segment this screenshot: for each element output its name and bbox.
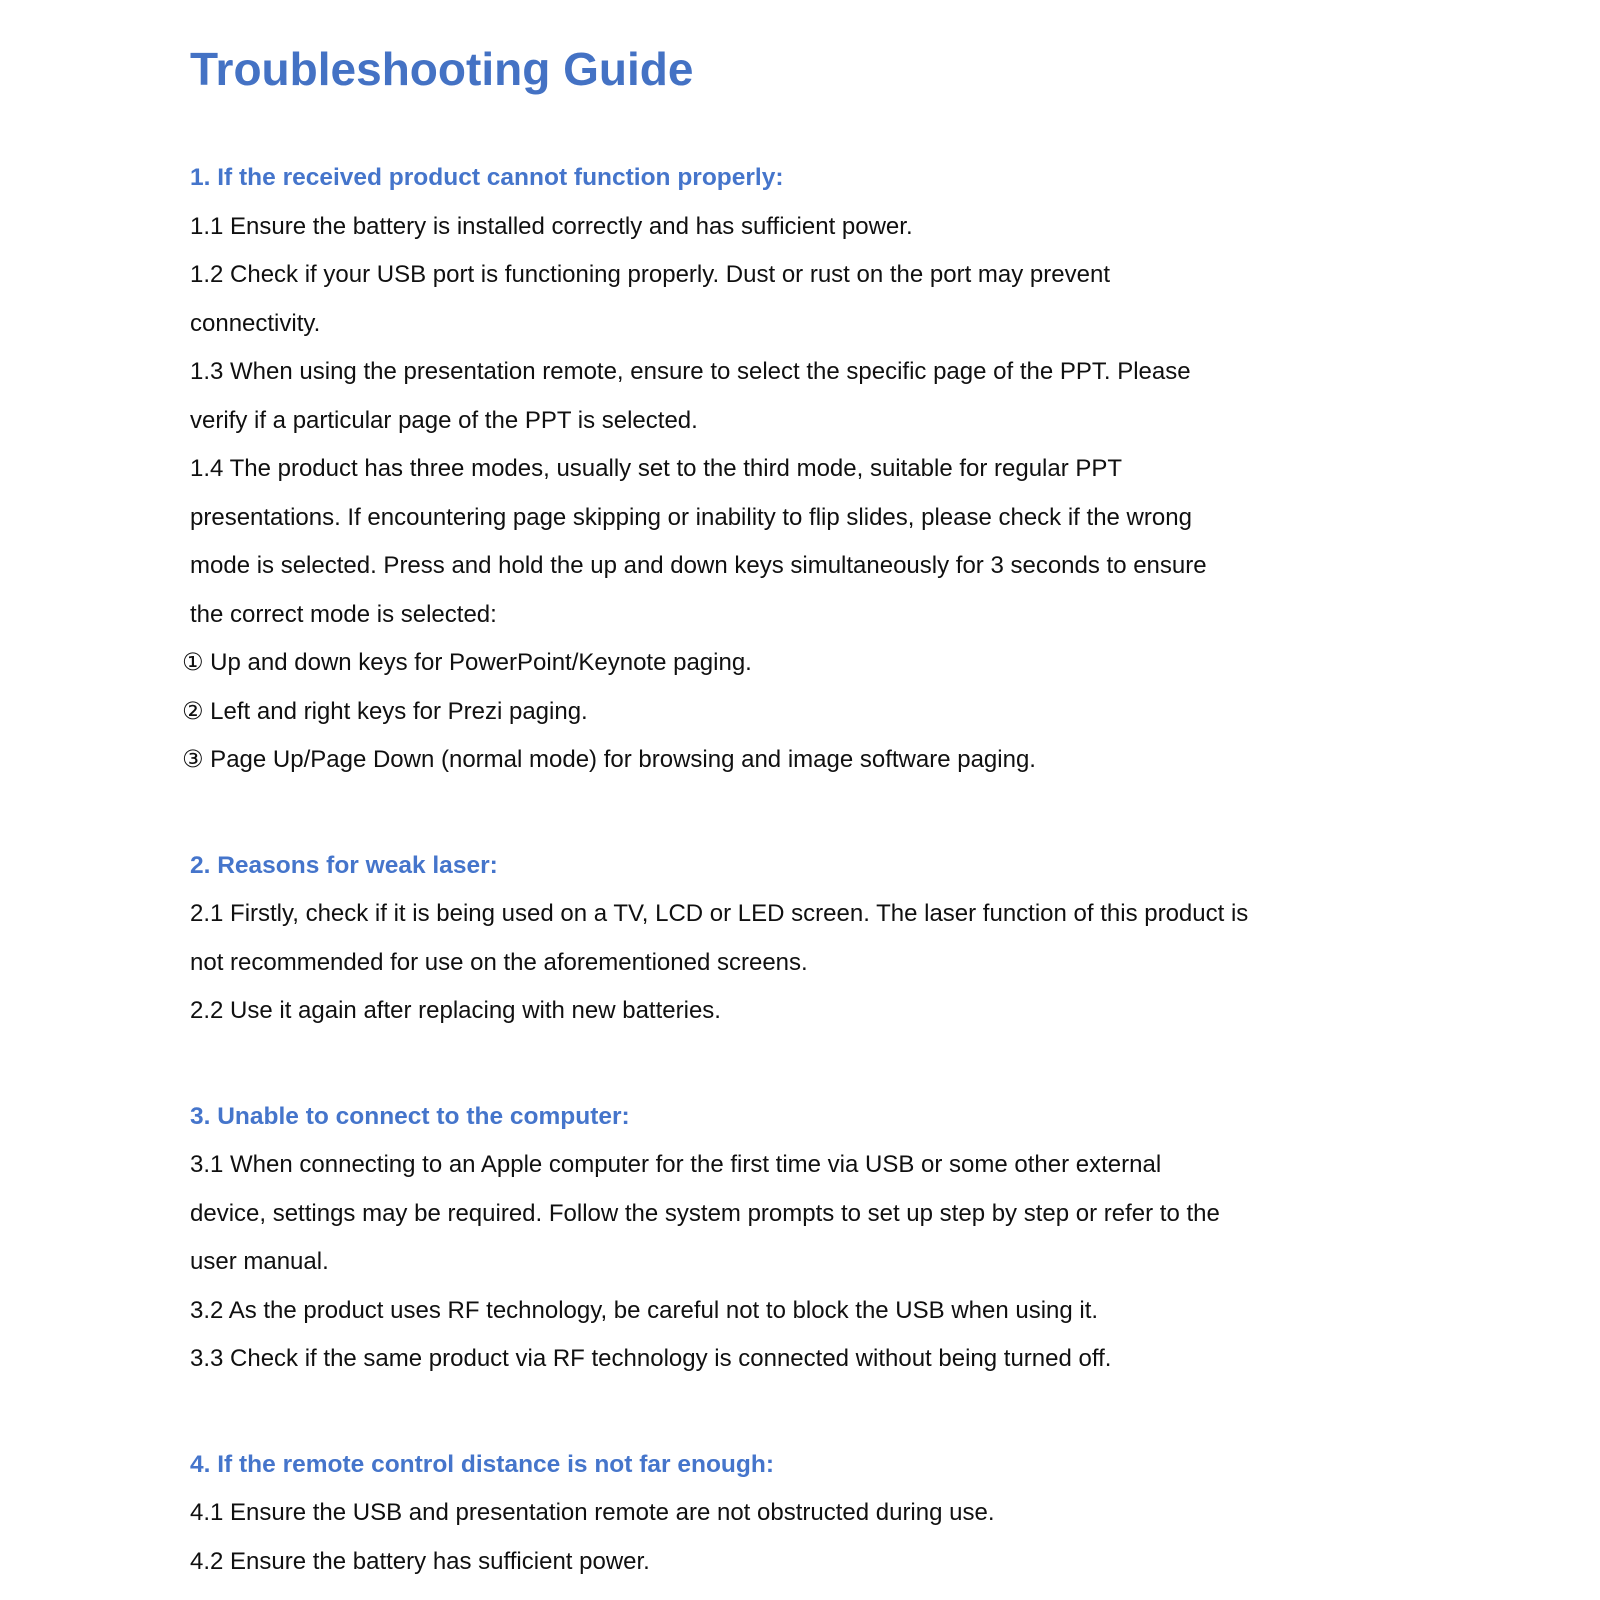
doc-line: 3.2 As the product uses RF technology, be careful not to block the USB when using it. bbox=[190, 1296, 1099, 1324]
section-3-heading: 3. Unable to connect to the computer: bbox=[190, 1102, 630, 1130]
doc-line: not recommended for use on the aforementioned screens. bbox=[190, 948, 808, 976]
doc-line: 1.3 When using the presentation remote, ensure to select the specific page of the PPT. Please bbox=[190, 358, 1191, 385]
page-title: Troubleshooting Guide bbox=[190, 43, 694, 95]
section-unable-to-connect bbox=[190, 1093, 1460, 1384]
doc-line: 3.3 Check if the same product via RF technology is connected without being turned off. bbox=[190, 1345, 1112, 1372]
doc-line: mode is selected. Press and hold the up and down keys simultaneously for 3 seconds to ensure bbox=[190, 552, 1207, 579]
section-remote-distance bbox=[190, 1441, 1460, 1587]
doc-line: verify if a particular page of the PPT is selected. bbox=[190, 406, 698, 434]
doc-line: connectivity. bbox=[190, 309, 321, 337]
doc-line: 2.2 Use it again after replacing with new batteries. bbox=[190, 997, 721, 1024]
section-weak-laser bbox=[190, 842, 1460, 1036]
doc-line: 2.1 Firstly, check if it is being used on a TV, LCD or LED screen. The laser function of this product is bbox=[190, 900, 1249, 927]
doc-line: 1.1 Ensure the battery is installed correctly and has sufficient power. bbox=[190, 212, 913, 240]
doc-line: device, settings may be required. Follow the system prompts to set up step by step or refer to the bbox=[190, 1199, 1220, 1227]
doc-line: 1.4 The product has three modes, usually set to the third mode, suitable for regular PPT bbox=[190, 455, 1123, 482]
doc-line-circled-1: ① Up and down keys for PowerPoint/Keynote paging. bbox=[182, 649, 752, 676]
doc-line-circled-2: ② Left and right keys for Prezi paging. bbox=[182, 697, 588, 725]
section-product-cannot-function bbox=[182, 154, 1460, 785]
doc-line: user manual. bbox=[190, 1248, 329, 1275]
doc-line: 3.1 When connecting to an Apple computer for the first time via USB or some other external bbox=[190, 1151, 1162, 1178]
doc-line-circled-3: ③ Page Up/Page Down (normal mode) for browsing and image software paging. bbox=[182, 746, 1036, 773]
doc-line: presentations. If encountering page skipping or inability to flip slides, please check if the wrong bbox=[190, 503, 1192, 531]
doc-line: 4.1 Ensure the USB and presentation remote are not obstructed during use. bbox=[190, 1499, 995, 1526]
doc-line: 1.2 Check if your USB port is functioning properly. Dust or rust on the port may prevent bbox=[190, 261, 1110, 288]
section-1-heading: 1. If the received product cannot function properly: bbox=[190, 164, 784, 191]
doc-line: 4.2 Ensure the battery has sufficient power. bbox=[190, 1547, 650, 1575]
section-2-heading: 2. Reasons for weak laser: bbox=[190, 851, 498, 879]
section-4-heading: 4. If the remote control distance is not far enough: bbox=[190, 1450, 774, 1478]
doc-line: the correct mode is selected: bbox=[190, 600, 497, 628]
